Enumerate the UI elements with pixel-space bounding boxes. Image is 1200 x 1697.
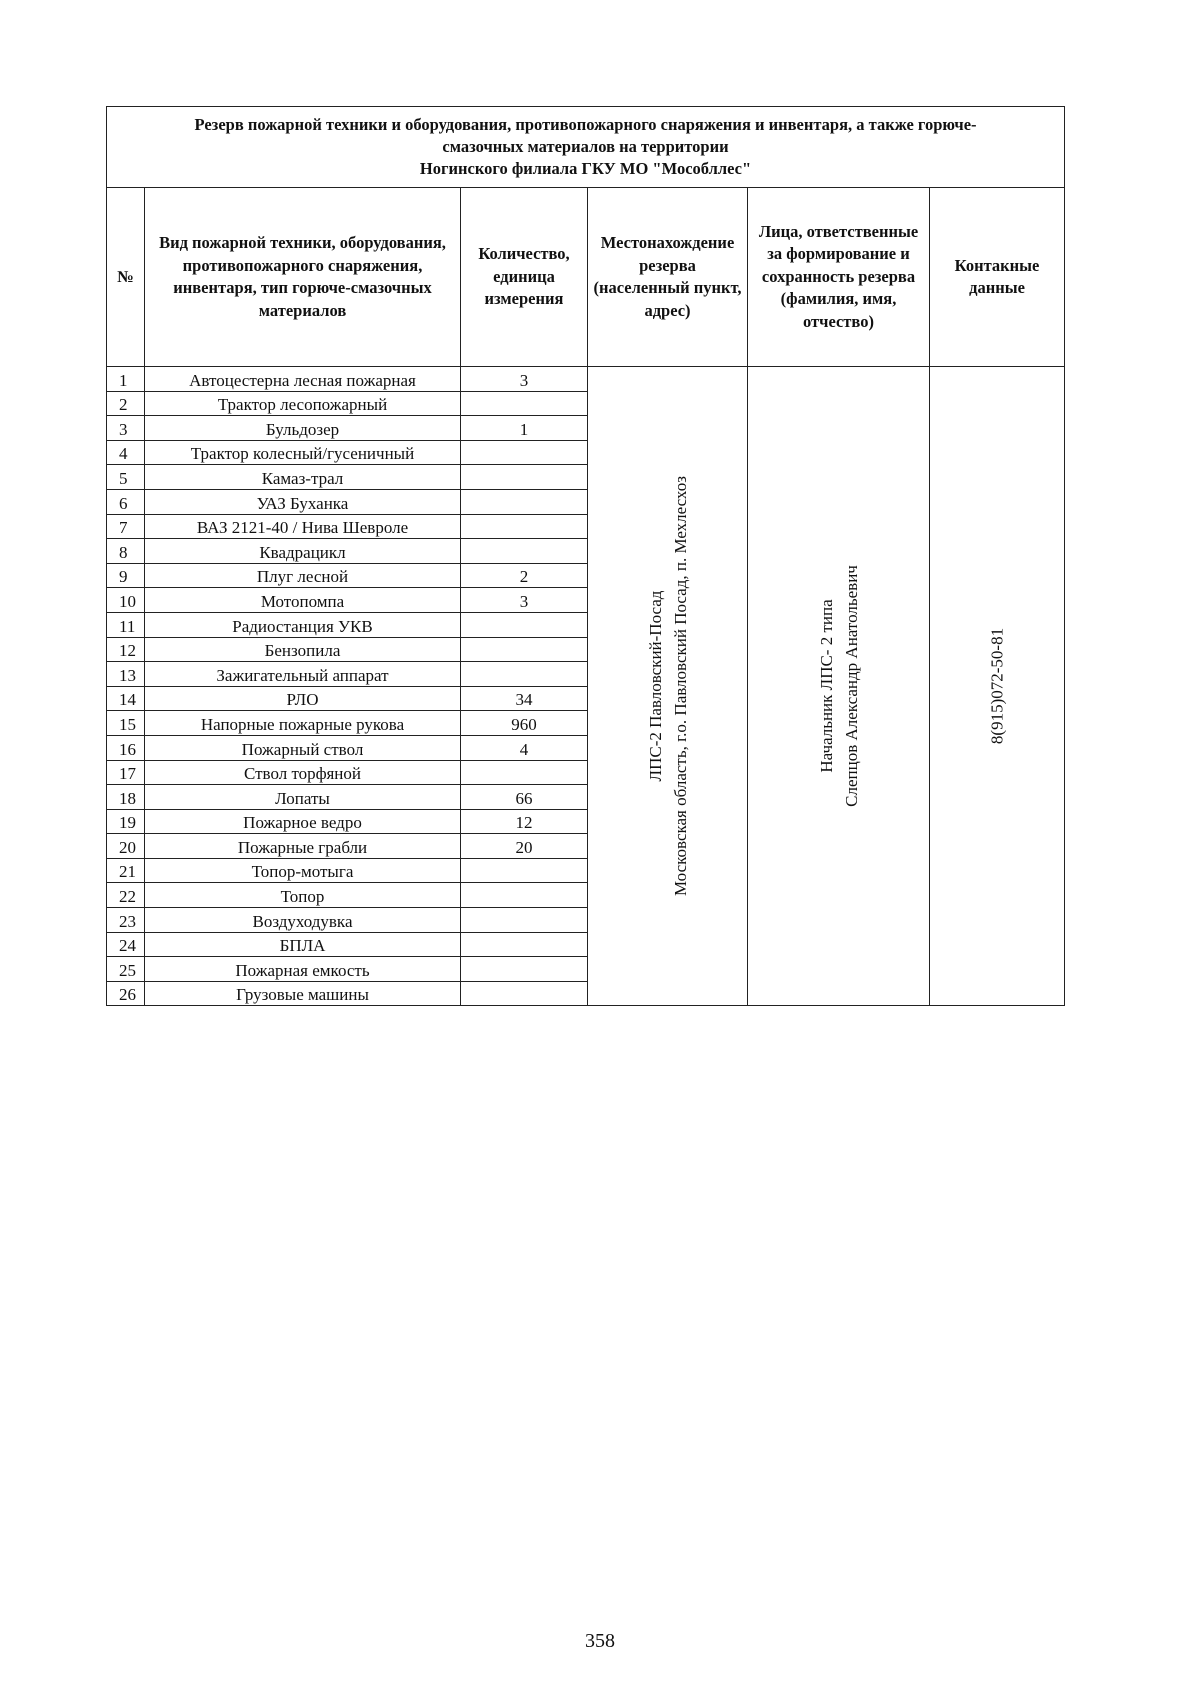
item-quantity	[461, 957, 588, 982]
item-name: Бульдозер	[145, 416, 461, 441]
row-number: 11	[107, 612, 145, 637]
row-number: 22	[107, 883, 145, 908]
row-number: 6	[107, 489, 145, 514]
item-name: РЛО	[145, 686, 461, 711]
item-quantity	[461, 391, 588, 416]
item-quantity	[461, 514, 588, 539]
item-name: Трактор колесный/гусеничный	[145, 440, 461, 465]
item-name: Пожарная емкость	[145, 957, 461, 982]
item-name: Мотопомпа	[145, 588, 461, 613]
item-quantity: 4	[461, 735, 588, 760]
item-name: Радиостанция УКВ	[145, 612, 461, 637]
item-name: БПЛА	[145, 932, 461, 957]
item-name: Лопаты	[145, 785, 461, 810]
item-name: Воздуходувка	[145, 908, 461, 933]
row-number: 13	[107, 662, 145, 687]
item-quantity	[461, 883, 588, 908]
item-name: Зажигательный аппарат	[145, 662, 461, 687]
reserve-document	[106, 106, 1064, 1006]
item-quantity	[461, 760, 588, 785]
row-number: 14	[107, 686, 145, 711]
item-name: Напорные пожарные рукова	[145, 711, 461, 736]
row-number: 20	[107, 834, 145, 859]
header-responsible: Лица, ответственные за формирование и сохранность резерва (фамилия, имя, отчество)	[748, 188, 930, 367]
item-quantity	[461, 858, 588, 883]
item-quantity	[461, 981, 588, 1006]
contact-phone: 8(915)072-50-81	[987, 628, 1007, 745]
responsible-person	[748, 367, 930, 1006]
responsible-text	[814, 565, 864, 807]
item-quantity: 66	[461, 785, 588, 810]
item-quantity	[461, 465, 588, 490]
table-title	[107, 107, 1065, 188]
table-body	[107, 367, 1065, 1006]
title-line-2: смазочных материалов на территории	[442, 137, 729, 156]
row-number: 9	[107, 563, 145, 588]
row-number: 1	[107, 367, 145, 392]
row-number: 3	[107, 416, 145, 441]
row-number: 10	[107, 588, 145, 613]
item-quantity: 3	[461, 367, 588, 392]
row-number: 25	[107, 957, 145, 982]
item-name: Пожарные грабли	[145, 834, 461, 859]
title-line-3: Ногинского филиала ГКУ МО "Мособллес"	[419, 159, 752, 178]
row-number: 2	[107, 391, 145, 416]
item-quantity	[461, 489, 588, 514]
header-row	[107, 188, 1065, 367]
item-name: Топор	[145, 883, 461, 908]
item-name: УАЗ Буханка	[145, 489, 461, 514]
item-quantity	[461, 539, 588, 564]
row-number: 23	[107, 908, 145, 933]
responsible-line-1: Начальник ЛПС- 2 типа	[816, 599, 836, 773]
row-number: 12	[107, 637, 145, 662]
header-type: Вид пожарной техники, оборудования, противопожарного снаряжения, инвентаря, тип горюче-смазочных материалов	[145, 188, 461, 367]
item-quantity: 34	[461, 686, 588, 711]
location-line-1: ЛПС-2 Павловский-Посад	[645, 590, 665, 782]
item-quantity: 12	[461, 809, 588, 834]
row-number: 8	[107, 539, 145, 564]
item-quantity: 3	[461, 588, 588, 613]
item-name: Плуг лесной	[145, 563, 461, 588]
row-number: 5	[107, 465, 145, 490]
item-quantity: 2	[461, 563, 588, 588]
page-number: 358	[585, 1630, 615, 1652]
location-text	[643, 476, 693, 896]
row-number: 15	[107, 711, 145, 736]
reserve-location	[588, 367, 748, 1006]
header-contacts: Контакные данные	[930, 188, 1065, 367]
item-quantity	[461, 908, 588, 933]
header-num: №	[107, 188, 145, 367]
reserve-table	[106, 106, 1065, 1006]
item-name: Автоцестерна лесная пожарная	[145, 367, 461, 392]
item-name: Грузовые машины	[145, 981, 461, 1006]
row-number: 4	[107, 440, 145, 465]
item-quantity	[461, 932, 588, 957]
item-name: Ствол торфяной	[145, 760, 461, 785]
item-quantity	[461, 637, 588, 662]
item-name: Трактор лесопожарный	[145, 391, 461, 416]
row-number: 18	[107, 785, 145, 810]
row-number: 17	[107, 760, 145, 785]
item-name: Камаз-трал	[145, 465, 461, 490]
item-name: Топор-мотыга	[145, 858, 461, 883]
row-number: 7	[107, 514, 145, 539]
location-line-2: Московская область, г.о. Павловский Посад, п. Мехлесхоз	[670, 476, 690, 897]
contact-data	[930, 367, 1065, 1006]
item-name: Пожарный ствол	[145, 735, 461, 760]
item-quantity	[461, 440, 588, 465]
item-name: Квадрацикл	[145, 539, 461, 564]
item-quantity	[461, 612, 588, 637]
item-quantity	[461, 662, 588, 687]
header-qty: Количество, единица измерения	[461, 188, 588, 367]
item-name: Бензопила	[145, 637, 461, 662]
row-number: 21	[107, 858, 145, 883]
item-name: ВАЗ 2121-40 / Нива Шевроле	[145, 514, 461, 539]
item-quantity: 20	[461, 834, 588, 859]
item-quantity: 960	[461, 711, 588, 736]
row-number: 19	[107, 809, 145, 834]
item-quantity: 1	[461, 416, 588, 441]
responsible-line-2: Слепцов Александр Анатольевич	[841, 565, 861, 808]
row-number: 24	[107, 932, 145, 957]
row-number: 26	[107, 981, 145, 1006]
table-row	[107, 367, 1065, 392]
item-name: Пожарное ведро	[145, 809, 461, 834]
header-location: Местонахождение резерва (населенный пункт, адрес)	[588, 188, 748, 367]
row-number: 16	[107, 735, 145, 760]
title-line-1: Резерв пожарной техники и оборудования, противопожарного снаряжения и инвентаря, а также горюче-	[194, 115, 977, 134]
